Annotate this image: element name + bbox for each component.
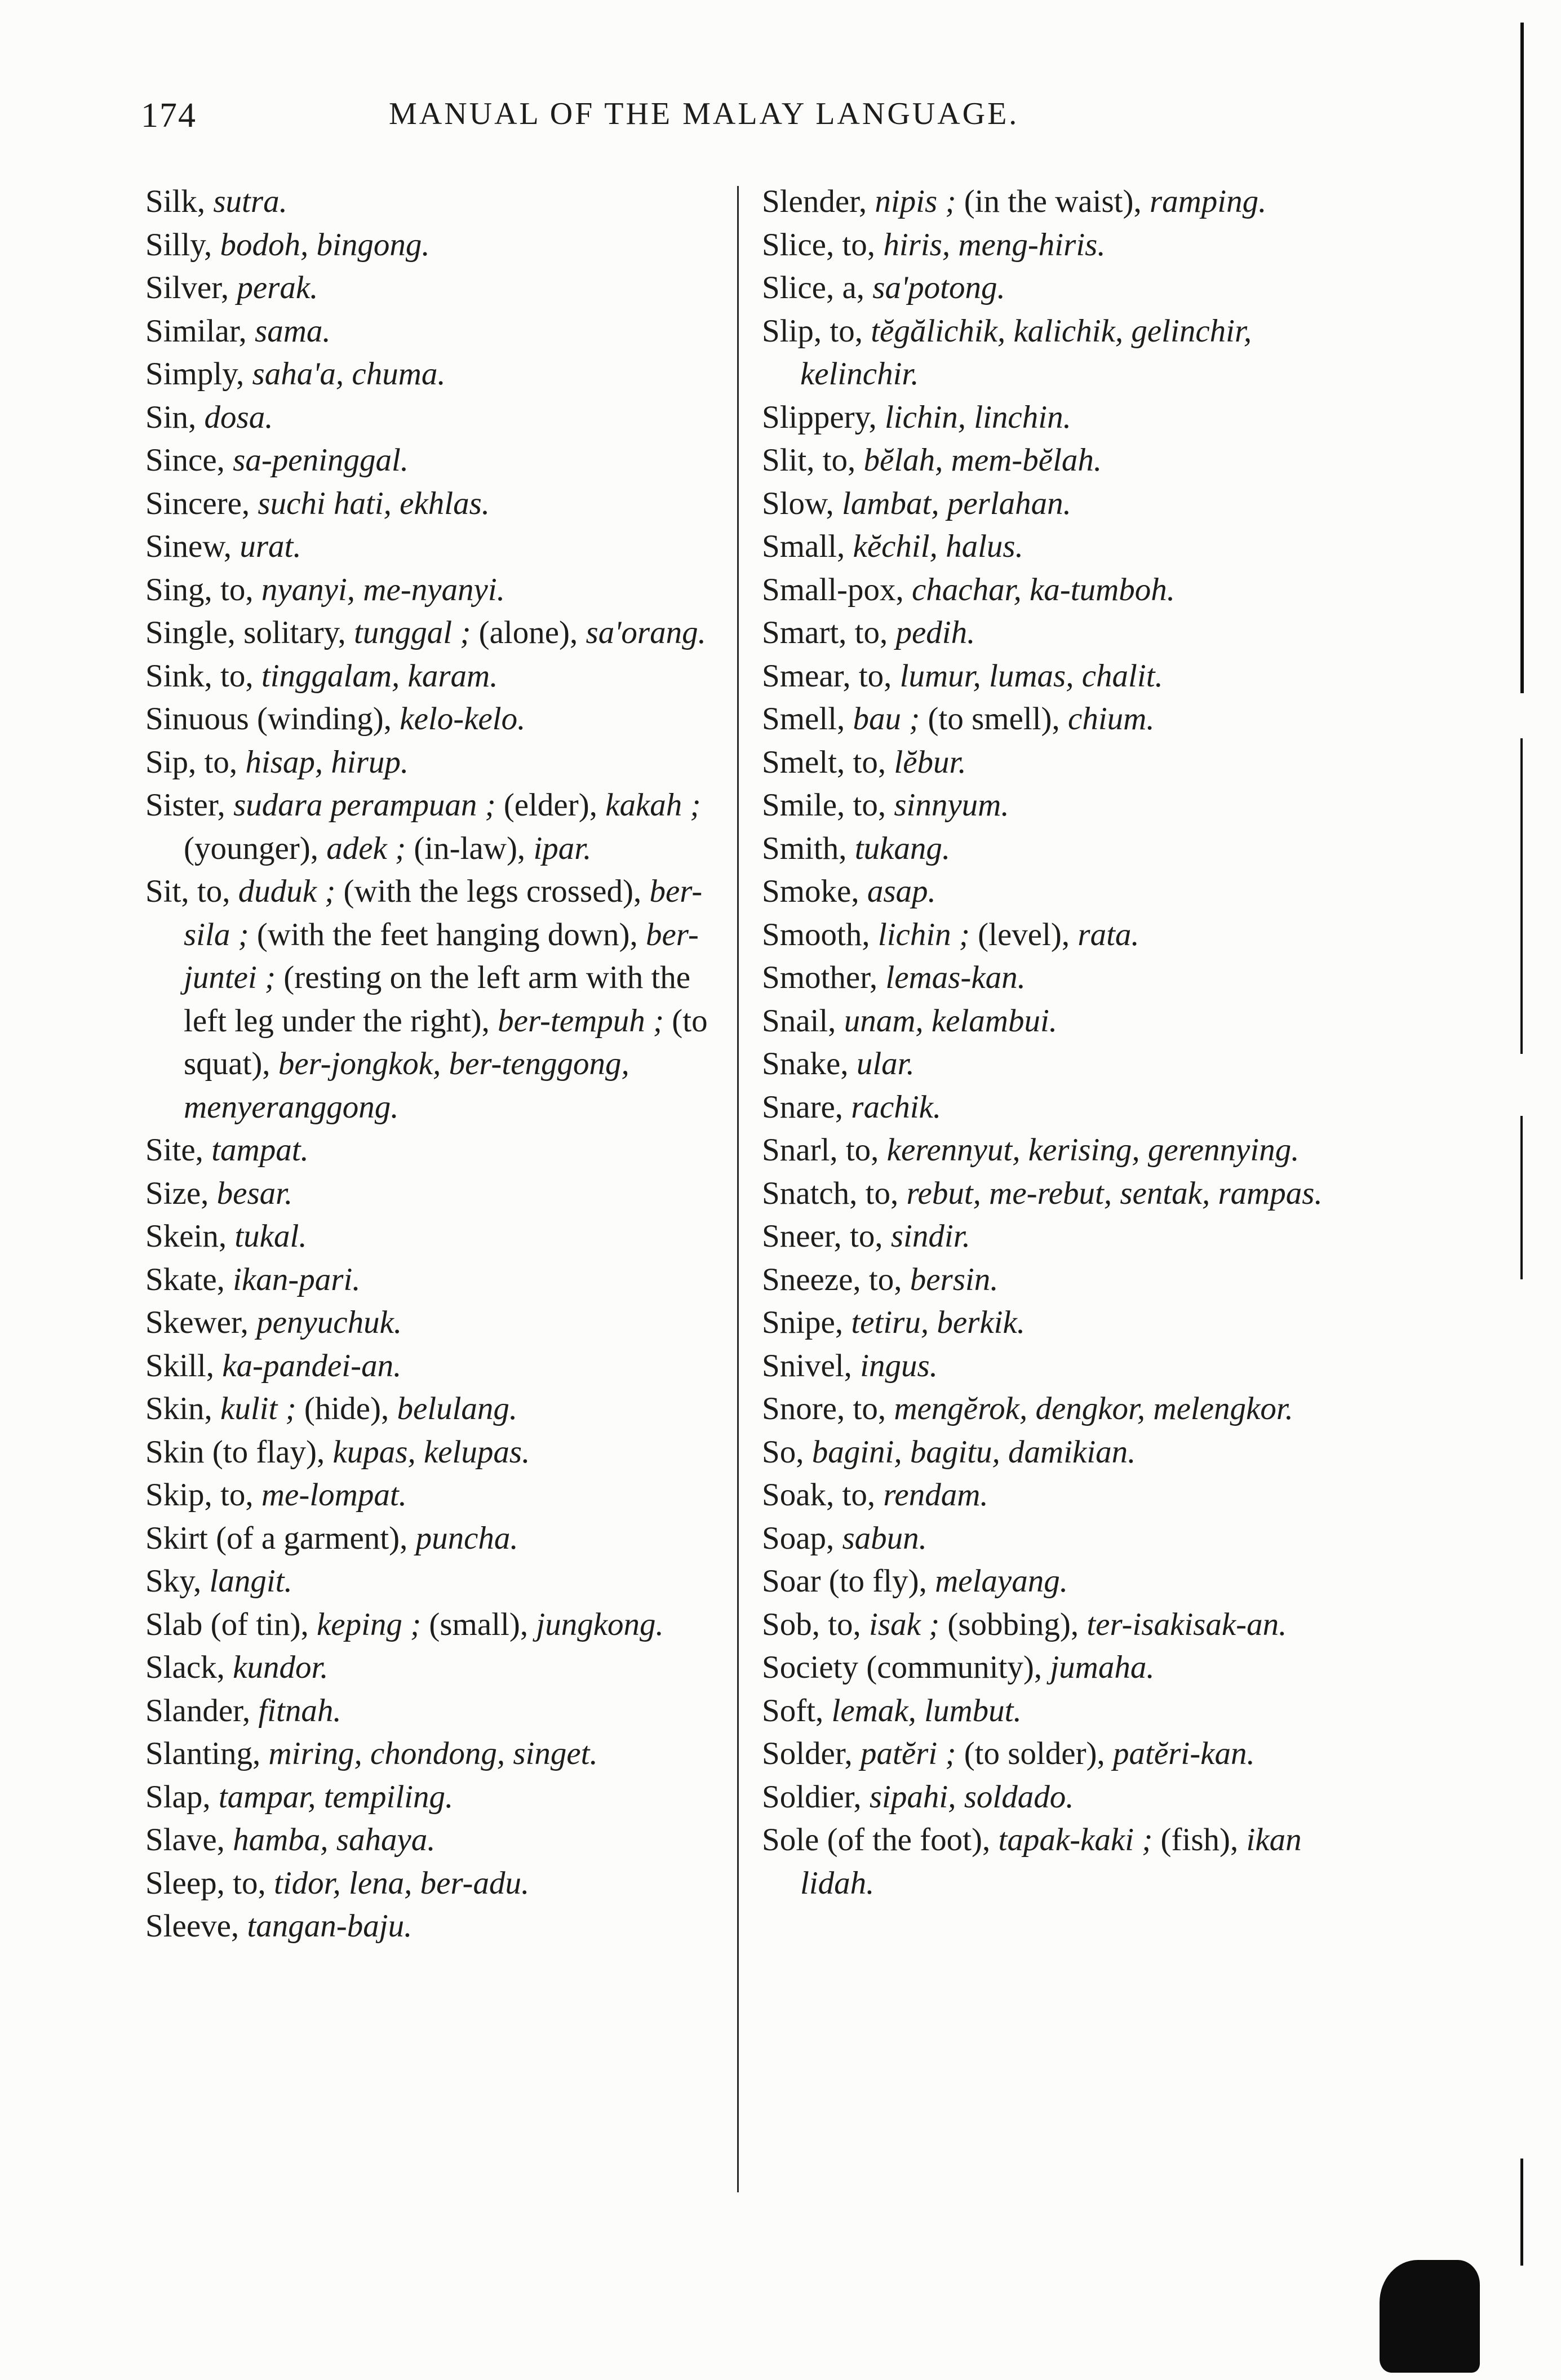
english-term: Sin, — [145, 399, 205, 435]
english-term: Snail, — [762, 1003, 844, 1039]
malay-translation: ber-jongkok, ber-tenggong, menyeranggong. — [184, 1046, 629, 1125]
dictionary-entry — [145, 1388, 727, 1431]
dictionary-entry — [145, 1172, 727, 1216]
english-term: Smith, — [762, 830, 855, 866]
malay-translation: saha'a, chuma. — [252, 356, 446, 392]
dictionary-entry — [762, 741, 1365, 785]
english-term: Slender, — [762, 184, 875, 219]
english-term: (level), — [969, 916, 1078, 952]
malay-translation: besar. — [216, 1175, 293, 1211]
english-term: (resting on the left arm with the left leg under the right), — [184, 960, 691, 1039]
english-term: Skip, to, — [145, 1477, 261, 1513]
dictionary-entry — [762, 870, 1365, 914]
english-term: (in the waist), — [956, 184, 1150, 219]
dictionary-entry — [762, 439, 1365, 482]
dictionary-entry — [145, 1517, 727, 1561]
english-term: Skin (to flay), — [145, 1434, 333, 1470]
dictionary-entry — [762, 1301, 1365, 1345]
running-title: MANUAL OF THE MALAY LANGUAGE. — [389, 96, 1019, 131]
english-term: Sink, to, — [145, 658, 261, 694]
malay-translation: sa-peninggal. — [233, 442, 409, 478]
malay-translation: pedih. — [895, 615, 975, 650]
dictionary-entry — [762, 267, 1365, 310]
english-term: Skewer, — [145, 1305, 257, 1340]
english-term: Snake, — [762, 1046, 857, 1082]
dictionary-entry — [762, 1603, 1365, 1647]
dictionary-entry — [145, 655, 727, 698]
dictionary-entry — [145, 741, 727, 785]
malay-translation: sutra. — [213, 184, 287, 219]
english-term: Soft, — [762, 1692, 832, 1729]
dictionary-entry — [762, 482, 1365, 526]
dictionary-entry — [762, 698, 1365, 741]
english-term: Silk, — [145, 184, 214, 219]
malay-translation: adek ; — [326, 830, 406, 866]
english-term: Snarl, to, — [762, 1132, 887, 1168]
english-term: Smile, to, — [762, 787, 894, 823]
dictionary-entry — [145, 1258, 727, 1302]
malay-translation: mengĕrok, dengkor, melengkor. — [894, 1391, 1293, 1426]
malay-translation: bĕlah, mem-bĕlah. — [863, 442, 1102, 478]
malay-translation: lemak, lumbut. — [831, 1692, 1022, 1729]
english-term: Sneer, to, — [762, 1218, 891, 1254]
malay-translation: ikan lidah. — [800, 1822, 1302, 1901]
dictionary-entry — [762, 784, 1365, 827]
english-term: Sole (of the foot), — [762, 1822, 999, 1858]
english-term: Smear, to, — [762, 658, 900, 694]
malay-translation: jungkong. — [536, 1606, 664, 1642]
dictionary-entry — [762, 1345, 1365, 1388]
malay-translation: puncha. — [415, 1520, 518, 1556]
page-number: 174 — [141, 96, 197, 135]
english-term: Slice, a, — [762, 270, 873, 305]
english-term: Snipe, — [762, 1305, 852, 1340]
english-term: Slow, — [762, 485, 842, 521]
malay-translation: suchi hati, ekhlas. — [258, 485, 490, 521]
english-term: Snare, — [762, 1089, 852, 1125]
dictionary-entry — [762, 1086, 1365, 1129]
english-term: Smoke, — [762, 874, 867, 909]
margin-edge-mark — [1520, 738, 1523, 1054]
malay-translation: bagini, bagitu, damikian. — [811, 1434, 1136, 1470]
english-term: (to squat), — [184, 1003, 708, 1082]
english-term: Slip, to, — [762, 313, 871, 349]
malay-translation: sa'orang. — [586, 615, 706, 650]
left-column — [145, 180, 727, 1948]
malay-translation: ter-isakisak-an. — [1087, 1606, 1287, 1642]
dictionary-entry — [762, 1690, 1365, 1733]
english-term: (alone), — [471, 615, 586, 650]
malay-translation: sipahi, soldado. — [869, 1779, 1074, 1815]
dictionary-entry — [145, 611, 727, 655]
dictionary-entry — [145, 1301, 727, 1345]
english-term: So, — [762, 1434, 812, 1470]
english-term: Sleep, to, — [145, 1865, 274, 1901]
malay-translation: bau ; — [853, 701, 920, 737]
english-term: Smell, — [762, 701, 853, 737]
english-term: Slap, — [145, 1779, 219, 1815]
english-term: Slander, — [145, 1692, 259, 1729]
english-term: (in-law), — [406, 830, 534, 866]
english-term: Silly, — [145, 227, 220, 263]
english-term: (with the feet hanging down), — [249, 916, 646, 952]
malay-translation: kelo-kelo. — [400, 701, 526, 737]
margin-edge-mark — [1520, 1116, 1523, 1279]
malay-translation: bersin. — [910, 1261, 999, 1297]
english-term: Sky, — [145, 1563, 210, 1599]
malay-translation: lambat, perlahan. — [842, 485, 1071, 521]
malay-translation: rachik. — [851, 1089, 942, 1125]
malay-translation: rendam. — [883, 1477, 988, 1513]
english-term: (fish), — [1152, 1822, 1247, 1858]
english-term: Small-pox, — [762, 571, 912, 608]
malay-translation: hisap, hirup. — [245, 744, 409, 780]
malay-translation: sinnyum. — [894, 787, 1009, 823]
english-term: Simply, — [145, 356, 252, 392]
malay-translation: duduk ; — [238, 874, 336, 909]
malay-translation: chachar, ka-tumboh. — [912, 571, 1175, 608]
dictionary-entry — [762, 1732, 1365, 1776]
malay-translation: ber-sila ; — [184, 874, 703, 952]
malay-translation: tinggalam, karam. — [261, 658, 498, 694]
malay-translation: kakah ; — [605, 787, 701, 823]
english-term: Soak, to, — [762, 1477, 884, 1513]
malay-translation: sudara perampuan ; — [233, 787, 496, 823]
english-term: Slippery, — [762, 399, 885, 435]
english-term: Slanting, — [145, 1736, 269, 1771]
dictionary-entry — [145, 396, 727, 440]
malay-translation: melayang. — [935, 1563, 1068, 1599]
dictionary-entry — [762, 1258, 1365, 1302]
malay-translation: tampat. — [211, 1132, 309, 1168]
malay-translation: tampar, tempiling. — [218, 1779, 454, 1815]
english-term: (elder), — [495, 787, 606, 823]
dictionary-entry — [145, 439, 727, 482]
english-term: Smother, — [762, 960, 886, 995]
dictionary-entry — [145, 224, 727, 267]
dictionary-entry — [762, 1431, 1365, 1474]
dictionary-entry — [145, 569, 727, 612]
malay-translation: ikan-pari. — [233, 1261, 361, 1297]
dictionary-entry — [145, 1474, 727, 1517]
malay-translation: kerennyut, kerising, gerennying. — [886, 1132, 1300, 1168]
english-term: Sincere, — [145, 485, 258, 521]
english-term: Site, — [145, 1132, 212, 1168]
dictionary-entry — [762, 827, 1365, 871]
malay-translation: belulang. — [397, 1391, 518, 1426]
malay-translation: urat. — [240, 529, 301, 564]
dictionary-entry — [762, 1776, 1365, 1819]
malay-translation: ber-juntei ; — [184, 916, 699, 995]
english-term: (sobbing), — [939, 1606, 1087, 1642]
dictionary-entry — [762, 1043, 1365, 1086]
malay-translation: tangan-baju. — [247, 1908, 413, 1944]
english-term: (to smell), — [920, 701, 1068, 737]
dictionary-entry — [145, 698, 727, 741]
dictionary-entry — [762, 956, 1365, 1000]
english-term: Similar, — [145, 313, 255, 349]
dictionary-entry — [762, 1560, 1365, 1603]
english-term: Soap, — [762, 1520, 842, 1556]
english-term: Slack, — [145, 1650, 233, 1685]
dictionary-entry — [762, 1388, 1365, 1431]
english-term: Skate, — [145, 1261, 233, 1297]
dictionary-entry — [762, 611, 1365, 655]
dictionary-entry — [762, 914, 1365, 957]
english-term: Slab (of tin), — [145, 1606, 317, 1642]
dictionary-entry — [145, 180, 727, 224]
malay-translation: tukal. — [234, 1218, 307, 1254]
english-term: Sinew, — [145, 529, 240, 564]
dictionary-entry — [762, 1215, 1365, 1258]
dictionary-entry — [145, 525, 727, 569]
dictionary-entry — [145, 353, 727, 396]
malay-translation: tetiru, berkik. — [851, 1305, 1026, 1340]
dictionary-entry — [145, 1603, 727, 1647]
malay-translation: patĕri ; — [861, 1736, 956, 1771]
dictionary-entry — [145, 1776, 727, 1819]
english-term: Small, — [762, 529, 853, 564]
malay-translation: sama. — [255, 313, 331, 349]
english-term: Skirt (of a garment), — [145, 1520, 416, 1556]
malay-translation: hiris, meng-hiris. — [883, 227, 1106, 263]
english-term: Smooth, — [762, 916, 878, 952]
dictionary-entry — [145, 1732, 727, 1776]
malay-translation: lĕbur. — [894, 744, 966, 780]
malay-translation: ka-pandei-an. — [222, 1348, 402, 1384]
english-term: Sleeve, — [145, 1908, 247, 1944]
dictionary-entry — [762, 1474, 1365, 1517]
english-term: Sister, — [145, 787, 234, 823]
malay-translation: rebut, me-rebut, sentak, rampas. — [906, 1175, 1323, 1211]
malay-translation: jumaha. — [1050, 1650, 1155, 1685]
dictionary-entry — [762, 1129, 1365, 1172]
malay-translation: kĕchil, halus. — [853, 529, 1023, 564]
dictionary-entry — [145, 1431, 727, 1474]
malay-translation: lichin, linchin. — [884, 399, 1071, 435]
english-term: Sip, to, — [145, 744, 246, 780]
dictionary-entry — [145, 1690, 727, 1733]
malay-translation: fitnah. — [258, 1692, 342, 1729]
dictionary-entry — [762, 655, 1365, 698]
right-column — [762, 180, 1365, 1905]
dictionary-entry — [762, 224, 1365, 267]
page-header — [130, 96, 1414, 147]
dictionary-entry — [145, 1129, 727, 1172]
english-term: Slave, — [145, 1822, 233, 1858]
malay-translation: sa'potong. — [872, 270, 1005, 305]
english-term: Skin, — [145, 1391, 221, 1426]
malay-translation: kundor. — [233, 1650, 329, 1685]
dictionary-entry — [145, 1862, 727, 1905]
dictionary-entry — [762, 1819, 1365, 1905]
dictionary-entry — [762, 180, 1365, 224]
malay-translation: dosa. — [204, 399, 273, 435]
dictionary-entry — [145, 482, 727, 526]
dictionary-entry — [145, 267, 727, 310]
english-term: Solder, — [762, 1736, 861, 1771]
english-term: Smart, to, — [762, 615, 896, 650]
english-term: Sinuous (winding), — [145, 701, 400, 737]
malay-translation: nipis ; — [875, 184, 956, 219]
english-term: Sneeze, to, — [762, 1261, 910, 1297]
ink-blot — [1380, 2260, 1480, 2373]
malay-translation: chium. — [1068, 701, 1155, 737]
malay-translation: tĕgălichik, kalichik, gelinchir, kelinchir. — [800, 313, 1252, 392]
english-term: Sit, to, — [145, 874, 238, 909]
column-divider — [737, 186, 739, 2192]
malay-translation: tunggal ; — [353, 615, 471, 650]
english-term: Snore, to, — [762, 1391, 894, 1426]
malay-translation: unam, kelambui. — [844, 1003, 1058, 1039]
malay-translation: ramping. — [1149, 184, 1267, 219]
dictionary-entry — [145, 870, 727, 1129]
english-term: Soldier, — [762, 1779, 870, 1815]
english-term: Soar (to fly), — [762, 1563, 935, 1599]
malay-translation: kupas, kelupas. — [332, 1434, 530, 1470]
english-term: Skill, — [145, 1348, 223, 1384]
malay-translation: lichin ; — [877, 916, 970, 952]
malay-translation: isak ; — [869, 1606, 940, 1642]
english-term: Since, — [145, 442, 233, 478]
dictionary-entry — [145, 1345, 727, 1388]
dictionary-entry — [145, 1560, 727, 1603]
malay-translation: nyanyi, me-nyanyi. — [261, 571, 505, 608]
malay-translation: penyuchuk. — [256, 1305, 402, 1340]
malay-translation: lemas-kan. — [885, 960, 1026, 995]
malay-translation: sabun. — [842, 1520, 927, 1556]
english-term: Slice, to, — [762, 227, 884, 263]
english-term: Size, — [145, 1175, 217, 1211]
english-term: Society (community), — [762, 1650, 1050, 1685]
malay-translation: kulit ; — [220, 1391, 296, 1426]
dictionary-entry — [762, 310, 1365, 396]
malay-translation: perak. — [237, 270, 318, 305]
malay-translation: bodoh, bingong. — [220, 227, 430, 263]
english-term: Smelt, to, — [762, 744, 894, 780]
dictionary-entry — [762, 1172, 1365, 1216]
malay-translation: ular. — [856, 1046, 915, 1082]
english-term: Single, solitary, — [145, 615, 354, 650]
dictionary-entry — [762, 1646, 1365, 1690]
english-term: (younger), — [184, 830, 327, 866]
english-term: Sob, to, — [762, 1606, 870, 1642]
english-term: (with the legs crossed), — [335, 874, 650, 909]
malay-translation: me-lompat. — [261, 1477, 407, 1513]
malay-translation: hamba, sahaya. — [233, 1822, 436, 1858]
margin-edge-mark — [1520, 2159, 1523, 2266]
english-term: Sing, to, — [145, 571, 261, 608]
malay-translation: ingus. — [860, 1348, 938, 1384]
malay-translation: miring, chondong, singet. — [268, 1736, 598, 1771]
malay-translation: tidor, lena, ber-adu. — [273, 1865, 530, 1901]
english-term: Silver, — [145, 270, 237, 305]
malay-translation: tukang. — [854, 830, 951, 866]
english-term: Slit, to, — [762, 442, 864, 478]
dictionary-entry — [145, 1905, 727, 1948]
malay-translation: asap. — [867, 874, 936, 909]
english-term: (to solder), — [956, 1736, 1114, 1771]
malay-translation: patĕri-kan. — [1113, 1736, 1255, 1771]
malay-translation: ber-tempuh ; — [498, 1003, 664, 1039]
dictionary-entry — [145, 310, 727, 353]
english-term: (small), — [421, 1606, 536, 1642]
malay-translation: ipar. — [533, 830, 592, 866]
english-term: Skein, — [145, 1218, 235, 1254]
dictionary-entry — [145, 1819, 727, 1862]
dictionary-entry — [145, 1646, 727, 1690]
malay-translation: sindir. — [890, 1218, 970, 1254]
dictionary-entry — [762, 525, 1365, 569]
dictionary-entry — [762, 1517, 1365, 1561]
dictionary-entry — [762, 396, 1365, 440]
dictionary-entry — [762, 1000, 1365, 1043]
english-term: (hide), — [296, 1391, 397, 1426]
dictionary-entry — [145, 1215, 727, 1258]
malay-translation: lumur, lumas, chalit. — [899, 658, 1163, 694]
dictionary-entry — [762, 569, 1365, 612]
dictionary-entry — [145, 784, 727, 870]
margin-edge-mark — [1520, 23, 1524, 693]
english-term: Snatch, to, — [762, 1175, 907, 1211]
malay-translation: rata. — [1077, 916, 1139, 952]
malay-translation: tapak-kaki ; — [998, 1822, 1153, 1858]
english-term: Snivel, — [762, 1348, 861, 1384]
malay-translation: langit. — [209, 1563, 292, 1599]
malay-translation: keping ; — [316, 1606, 422, 1642]
